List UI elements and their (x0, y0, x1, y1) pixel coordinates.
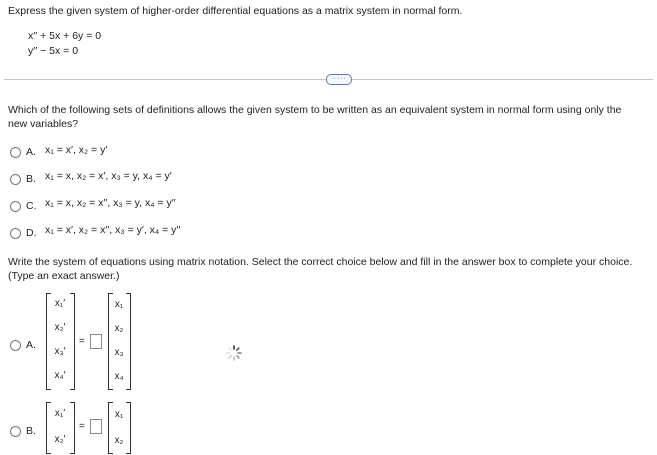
radio-option-c[interactable] (10, 201, 21, 212)
equation-2: y′′ − 5x = 0 (28, 45, 79, 57)
radio-matrix-option-b[interactable] (10, 426, 21, 437)
equation-1: x′′ + 5x + 6y = 0 (28, 30, 102, 42)
part1-prompt-line2: new variables? (8, 118, 79, 130)
option-b-text: x₁ = x, x₂ = x′, x₃ = y, x₄ = y′ (45, 170, 172, 182)
answer-box-b[interactable] (90, 419, 102, 434)
part2-prompt-line1: Write the system of equations using matrix notation. Select the correct choice below and fill in the answer box to complete your choice. (8, 256, 633, 268)
lhs-b-x1-prime: x₁′ (54, 408, 66, 419)
option-c-letter: C. (26, 200, 37, 212)
lhs-x1-prime: x₁′ (54, 298, 66, 309)
rhs-x2: x₂ (114, 323, 124, 334)
question-prompt: Express the given system of higher-order differential equations as a matrix system in normal form. (8, 5, 463, 17)
radio-option-a[interactable] (10, 147, 21, 158)
rhs-b-x1: x₁ (114, 409, 124, 420)
rhs-x3: x₃ (114, 347, 124, 358)
option-b-letter: B. (26, 173, 36, 185)
equals-sign-a: = (79, 336, 85, 347)
equals-sign-b: = (79, 421, 85, 432)
rhs-x1: x₁ (114, 299, 124, 310)
radio-option-b[interactable] (10, 174, 21, 185)
matrix-option-b-letter: B. (26, 425, 36, 437)
option-d-text: x₁ = x′, x₂ = x′′, x₃ = y′, x₄ = y′′ (45, 224, 181, 236)
option-c-text: x₁ = x, x₂ = x′′, x₃ = y, x₄ = y′′ (45, 197, 176, 209)
part1-prompt-line1: Which of the following sets of definitions allows the given system to be written as an equivalent system in normal form using only the (8, 104, 622, 116)
option-a-letter: A. (26, 146, 36, 158)
lhs-b-x2-prime: x₂′ (54, 434, 66, 445)
lhs-x4-prime: x₄′ (54, 370, 66, 381)
show-more-button[interactable]: ····· (326, 74, 352, 85)
option-a-text: x₁ = x′, x₂ = y′ (45, 144, 108, 156)
lhs-x3-prime: x₃′ (54, 346, 66, 357)
rhs-x4: x₄ (114, 371, 124, 382)
part2-prompt-line2: (Type an exact answer.) (8, 270, 120, 282)
radio-matrix-option-a[interactable] (10, 340, 21, 351)
answer-box-a[interactable] (90, 334, 102, 349)
option-d-letter: D. (26, 227, 37, 239)
rhs-b-x2: x₂ (114, 435, 124, 446)
matrix-option-a-letter: A. (26, 339, 36, 351)
lhs-x2-prime: x₂′ (54, 322, 66, 333)
loading-spinner-icon (225, 344, 243, 362)
radio-option-d[interactable] (10, 228, 21, 239)
